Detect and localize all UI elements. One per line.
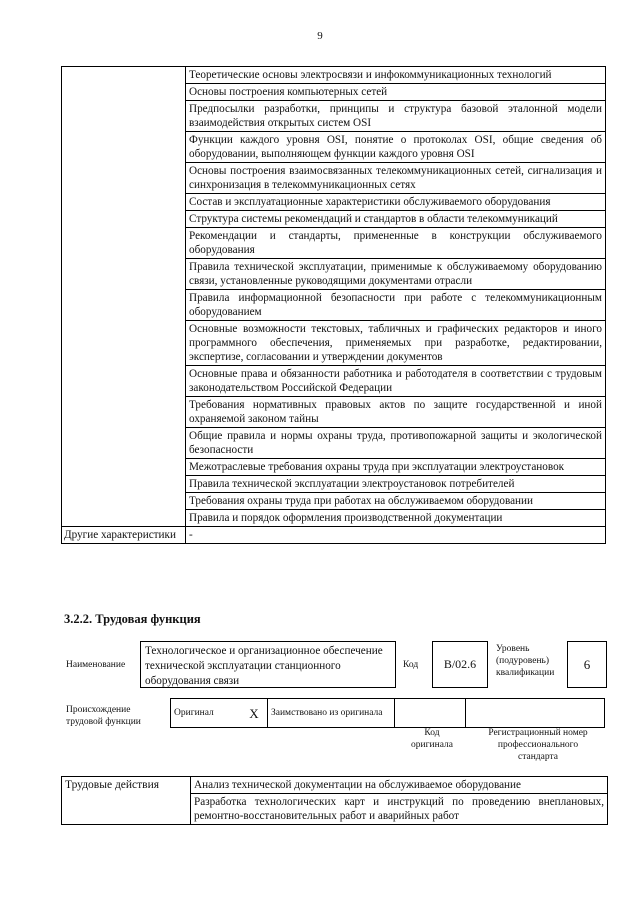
function-name-box: Технологическое и организационное обеспечение технической эксплуатации станционного оборудования связи (140, 641, 396, 688)
requirement-item: Предпосылки разработки, принципы и структура базовой эталонной модели взаимодействия открытых систем OSI (186, 101, 606, 132)
other-characteristics-row (62, 527, 606, 544)
original-label: Оригинал (171, 699, 242, 728)
labor-action-item: Разработка технологических карт и инструкций по проведению внеплановых, ремонтно-восстановительных работ и аварийных работ (191, 794, 608, 825)
requirement-row (62, 67, 606, 84)
requirement-item: Основные возможности текстовых, табличных и графических редакторов и иного программного обеспечения, применяемых при разработке, редактировании, экспертизе, согласовании и утверждении документов (186, 321, 606, 366)
requirement-item: Общие правила и нормы охраны труда, противопожарной защиты и экологической безопасности (186, 428, 606, 459)
page-number: 9 (317, 30, 323, 42)
requirement-item: Правила технической эксплуатации электроустановок потребителей (186, 476, 606, 493)
origin-code-cell (395, 699, 466, 728)
labor-actions-label-cont (62, 794, 191, 825)
level-label: Уровень (подуровень) квалификации (496, 644, 555, 678)
origin-label: Происхождение трудовой функции (66, 705, 141, 727)
requirement-item: Рекомендации и стандарты, примененные в конструкции обслуживаемого оборудования (186, 228, 606, 259)
requirement-item: Функции каждого уровня OSI, понятие о протоколах OSI, общие сведения об оборудовании, выполняющем функции каждого уровня OSI (186, 132, 606, 163)
requirement-item: Основные права и обязанности работника и работодателя в соответствии с трудовым законодательством Российской Федерации (186, 366, 606, 397)
requirement-item: Теоретические основы электросвязи и инфокоммуникационных технологий (186, 67, 606, 84)
other-characteristics-label: Другие характеристики (62, 527, 186, 544)
requirement-item: Структура системы рекомендаций и стандартов в области телекоммуникаций (186, 211, 606, 228)
category-cell (62, 67, 186, 527)
borrowed-label: Заимствовано из оригинала (268, 699, 395, 728)
code-label: Код (403, 660, 419, 670)
requirement-item: Правила технической эксплуатации, применимые к обслуживаемому оборудованию связи, установленные руководящими документами отрасли (186, 259, 606, 290)
requirement-item: Требования охраны труда при работах на обслуживаемом оборудовании (186, 493, 606, 510)
requirement-item: Состав и эксплуатационные характеристики обслуживаемого оборудования (186, 194, 606, 211)
reg-number-cell (466, 699, 605, 728)
level-box: 6 (567, 641, 607, 688)
original-mark: X (241, 699, 268, 728)
requirement-item: Основы построения компьютерных сетей (186, 84, 606, 101)
labor-action-row (62, 794, 608, 825)
labor-action-row (62, 777, 608, 794)
requirements-table (61, 66, 606, 544)
function-code-box: B/02.6 (432, 641, 488, 688)
requirement-item: Правила информационной безопасности при работе с телекоммуникационным оборудованием (186, 290, 606, 321)
section-title: 3.2.2. Трудовая функция (64, 612, 201, 626)
requirement-item: Основы построения взаимосвязанных телекоммуникационных сетей, сигнализация и синхронизация в телекоммуникационных сетях (186, 163, 606, 194)
requirement-item: Межотраслевые требования охраны труда при эксплуатации электроустановок (186, 459, 606, 476)
labor-actions-table (61, 776, 608, 825)
other-characteristics-value: - (186, 527, 606, 544)
labor-actions-label: Трудовые действия (62, 777, 191, 794)
requirement-item: Требования нормативных правовых актов по защите государственной и иной охраняемой законом тайны (186, 397, 606, 428)
requirement-item: Правила и порядок оформления производственной документации (186, 510, 606, 527)
labor-action-item: Анализ технической документации на обслуживаемое оборудование (191, 777, 608, 794)
origin-code-label: Код оригинала (411, 728, 453, 750)
reg-number-label: Регистрационный номер профессионального стандарта (488, 728, 588, 762)
origin-table (170, 698, 605, 728)
name-label: Наименование (66, 660, 126, 670)
